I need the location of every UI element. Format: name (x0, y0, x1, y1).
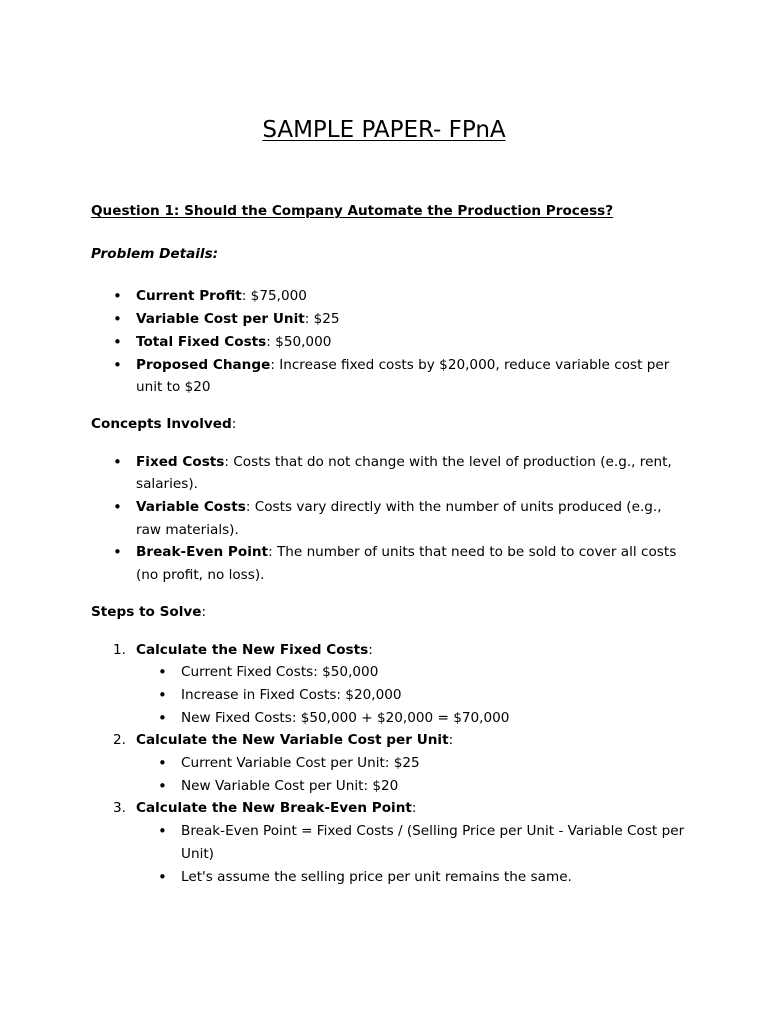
item-term: Variable Costs (136, 499, 246, 516)
step-title: Calculate the New Fixed Costs (136, 641, 369, 658)
concepts-list (91, 451, 686, 587)
list-item (91, 285, 686, 308)
item-text: : The number of units that need to be sold to cover all costs (no profit, no loss). (136, 544, 677, 584)
item-text: : $75,000 (241, 288, 307, 305)
item-term: Fixed Costs (136, 453, 225, 470)
page-title: SAMPLE PAPER- FPnA (262, 117, 506, 143)
sub-list-item: • Increase in Fixed Costs: $20,000 (136, 684, 686, 707)
concepts-label-colon: : (231, 415, 237, 432)
item-term: Current Profit (136, 288, 242, 305)
sub-list-item: • New Variable Cost per Unit: $20 (136, 775, 686, 798)
list-item (91, 331, 686, 354)
item-text: : $50,000 (266, 333, 332, 350)
step-number: 3. (113, 800, 126, 817)
sub-list-item: • New Fixed Costs: $50,000 + $20,000 = $70,000 (136, 707, 686, 730)
step-sublist (136, 820, 686, 888)
step-title: Calculate the New Break-Even Point (136, 800, 412, 817)
steps-label-colon: : (201, 603, 207, 620)
steps-label (91, 601, 686, 624)
item-text: : Costs that do not change with the level of production (e.g., rent, salaries). (136, 453, 672, 493)
concepts-label-term: Concepts Involved (91, 415, 232, 432)
step-number: 2. (113, 732, 126, 749)
problem-details-list (91, 285, 686, 399)
steps-label-term: Steps to Solve (91, 603, 202, 620)
list-item (91, 451, 686, 496)
step-colon: : (411, 800, 417, 817)
step-colon: : (448, 732, 454, 749)
steps-list (91, 639, 686, 889)
step-sublist (136, 752, 686, 797)
item-term: Variable Cost per Unit (136, 311, 305, 328)
item-text: : $25 (304, 311, 340, 328)
step-item (91, 729, 686, 797)
list-item (91, 496, 686, 541)
step-number: 1. (113, 641, 126, 658)
list-item (91, 541, 686, 586)
list-item (91, 354, 686, 399)
item-text: : Costs vary directly with the number of units produced (e.g., raw materials). (136, 499, 662, 538)
step-colon: : (368, 641, 373, 658)
item-text: : Increase fixed costs by $20,000, reduce variable cost per unit to $20 (136, 356, 670, 396)
question-heading: Question 1: Should the Company Automate the Production Process? (91, 203, 614, 219)
sub-list-item: • Break-Even Point = Fixed Costs / (Selling Price per Unit - Variable Cost per Unit) (136, 820, 686, 865)
step-item (91, 639, 686, 730)
concepts-label (91, 413, 686, 436)
step-item (91, 797, 686, 888)
sub-list-item: • Let's assume the selling price per unit remains the same. (136, 866, 686, 889)
sub-list-item: • Current Variable Cost per Unit: $25 (136, 752, 686, 775)
item-term: Break-Even Point (136, 544, 269, 561)
sub-list-item: • Current Fixed Costs: $50,000 (136, 661, 686, 684)
item-term: Total Fixed Costs (136, 333, 267, 350)
step-title: Calculate the New Variable Cost per Unit (136, 732, 449, 749)
problem-details-label: Problem Details: (91, 245, 219, 262)
item-term: Proposed Change (136, 356, 271, 373)
step-sublist (136, 661, 686, 729)
document-body (91, 200, 686, 888)
list-item (91, 308, 686, 331)
